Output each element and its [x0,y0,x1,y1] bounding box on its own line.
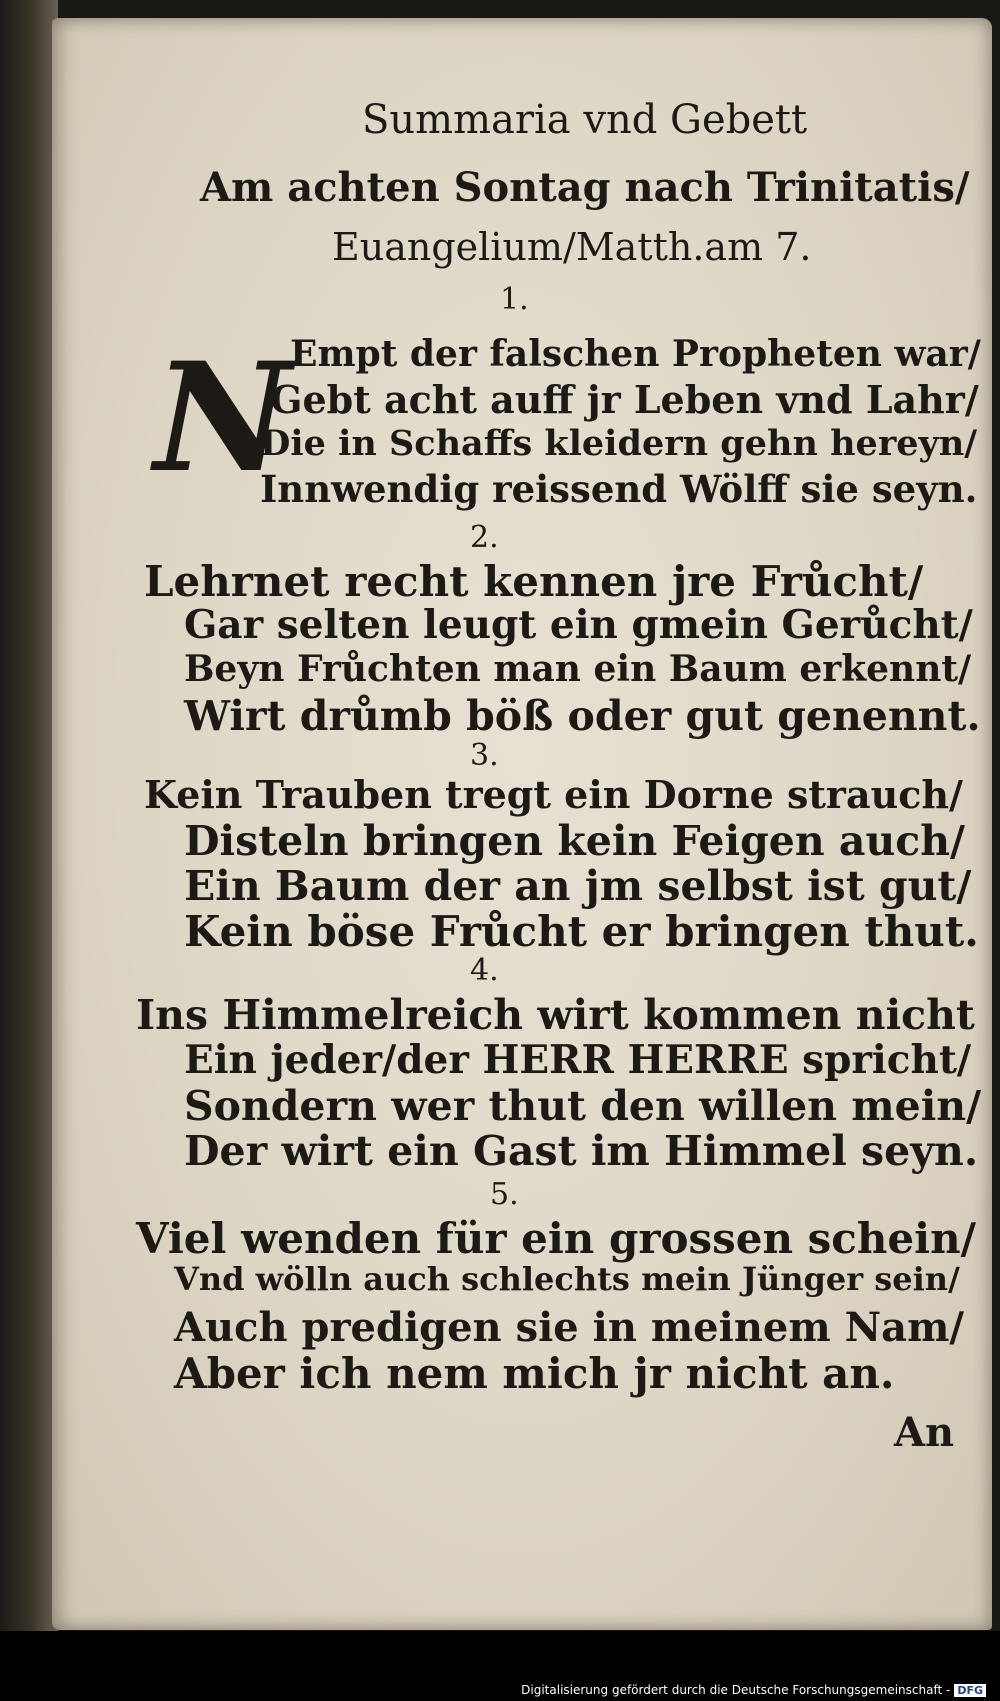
footer-bar [0,1631,1000,1701]
stanza-1-line-3: Die in Schaffs kleidern gehn hereyn/ [260,423,978,464]
header-line-1: Summaria vnd Gebett [362,97,808,143]
stanza-3-line-3: Ein Baum der an jm selbst ist gut/ [184,862,972,910]
stanza-number-1: 1. [500,282,529,317]
stanza-4-line-4: Der wirt ein Gast im Himmel seyn. [184,1127,979,1175]
book-page [52,18,992,1630]
dropcap-initial: N [154,330,292,506]
stanza-2-line-2: Gar selten leugt ein gmein Gerůcht/ [184,602,973,648]
stanza-1-line-2: Gebt acht auff jr Leben vnd Lahr/ [270,377,979,422]
stanza-5-line-3: Auch predigen sie in meinem Nam/ [174,1304,965,1351]
stanza-4-line-3: Sondern wer thut den willen mein/ [184,1082,982,1130]
stanza-number-3: 3. [470,738,499,773]
book-spine [0,0,58,1650]
stanza-3-line-1: Kein Trauben tregt ein Dorne strauch/ [144,772,963,817]
stanza-4-line-1: Ins Himmelreich wirt kommen nicht [136,991,975,1039]
header-line-2: Am achten Sontag nach Trinitatis/ [200,164,970,211]
header-line-3: Euangelium/Matth.am 7. [332,225,812,269]
stanza-5-line-1: Viel wenden für ein grossen schein/ [136,1214,976,1263]
stanza-5-line-4: Aber ich nem mich jr nicht an. [174,1349,895,1398]
stanza-2-line-4: Wirt drůmb böß oder gut genennt. [184,692,981,740]
stanza-4-line-2: Ein jeder/der HERR HERRE spricht/ [184,1037,972,1083]
dfg-logo: DFG [954,1684,986,1697]
funding-notice [521,1683,986,1697]
stanza-5-line-2: Vnd wölln auch schlechts mein Jünger sein/ [174,1260,960,1298]
stanza-3-line-2: Disteln bringen kein Feigen auch/ [184,817,966,865]
stanza-2-line-3: Beyn Frůchten man ein Baum erkennt/ [184,648,972,690]
funding-notice-text: Digitalisierung gefördert durch die Deutsche Forschungsgemeinschaft - [521,1683,951,1697]
stanza-3-line-4: Kein böse Frůcht er bringen thut. [184,907,979,956]
stanza-1-line-1: Empt der falschen Propheten war/ [290,333,981,375]
catchword: An [894,1409,955,1456]
stanza-1-line-4: Innwendig reissend Wölff sie seyn. [260,467,978,511]
stanza-number-4: 4. [470,953,499,988]
stanza-number-5: 5. [490,1177,519,1212]
stanza-2-line-1: Lehrnet recht kennen jre Frůcht/ [144,557,924,606]
stanza-number-2: 2. [470,520,499,555]
